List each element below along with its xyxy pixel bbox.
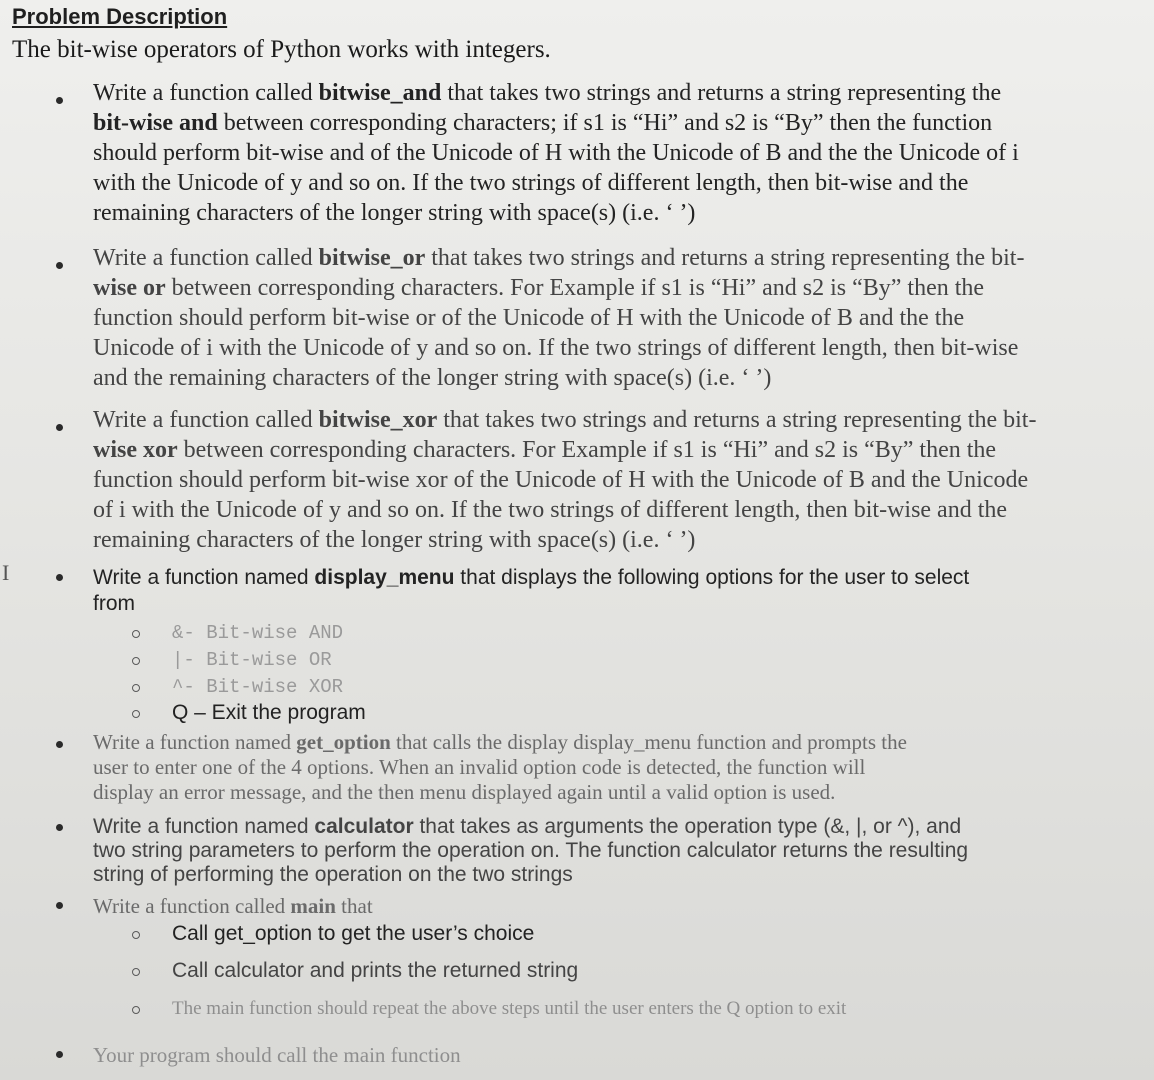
main-step-text: Call get_option to get the user’s choice (172, 922, 535, 945)
text-line: from (93, 592, 135, 615)
bullet-icon (56, 824, 63, 831)
text-line: and the remaining characters of the longer string with space(s) (i.e. ‘ ’) (93, 365, 772, 391)
bullet-icon (56, 97, 63, 104)
menu-option-text: Q – Exit the program (172, 701, 366, 724)
display-menu-description (93, 565, 1133, 617)
text-line: Write a function called main that (93, 894, 373, 918)
calculator-description (93, 815, 1133, 887)
text-line: wise or between corresponding characters. For Example if s1 is “Hi” and s2 is “By” then the (93, 275, 985, 301)
bullet-icon (56, 902, 63, 909)
text-line: Write a function named calculator that takes as arguments the operation type (&, |, or ^), and (93, 815, 962, 838)
text-line: remaining characters of the longer string with space(s) (i.e. ‘ ’) (93, 200, 696, 226)
main-description (93, 893, 1133, 919)
text-line: display an error message, and the then menu displayed again until a valid option is used. (93, 780, 836, 804)
text-cursor-icon: I (2, 560, 10, 585)
circle-bullet-icon (132, 630, 140, 638)
text-line: should perform bit-wise and of the Unicode of H with the Unicode of B and the the Unicode of i (93, 140, 1019, 166)
bullet-icon (56, 424, 63, 431)
text-line: user to enter one of the 4 options. When an invalid option code is detected, the function will (93, 755, 866, 779)
text-line: Write a function called bitwise_or that takes two strings and returns a string representing the bit- (93, 245, 1025, 271)
text-line: with the Unicode of y and so on. If the two strings of different length, then bit-wise and the (93, 170, 969, 196)
text-line: wise xor between corresponding characters. For Example if s1 is “Hi” and s2 is “By” then the (93, 437, 997, 463)
page-title: Problem Description (12, 4, 228, 29)
bullet-icon (56, 741, 63, 748)
main-step-text: The main function should repeat the above steps until the user enters the Q option to exit (172, 998, 847, 1019)
text-line: bit-wise and between corresponding characters; if s1 is “Hi” and s2 is “By” then the function (93, 110, 993, 136)
get-option-description (93, 730, 1133, 805)
circle-bullet-icon (132, 1006, 140, 1014)
text-line: two string parameters to perform the operation on. The function calculator returns the resulting (93, 839, 969, 862)
menu-option-text: |- Bit-wise OR (172, 649, 332, 671)
bitwise-and-description (93, 78, 1133, 228)
intro-text: The bit-wise operators of Python works with integers. (12, 36, 551, 63)
text-line: of i with the Unicode of y and so on. If the two strings of different length, then bit-wise and the (93, 497, 1008, 523)
text-line: remaining characters of the longer string with space(s) (i.e. ‘ ’) (93, 527, 696, 553)
menu-option-text: &- Bit-wise AND (172, 622, 344, 644)
call-main-description (93, 1042, 1133, 1068)
circle-bullet-icon (132, 657, 140, 665)
text-line: string of performing the operation on the two strings (93, 863, 573, 886)
circle-bullet-icon (132, 931, 140, 939)
bitwise-or-description (93, 243, 1133, 393)
text-line: Your program should call the main function (93, 1043, 461, 1067)
circle-bullet-icon (132, 968, 140, 976)
bullet-icon (56, 1051, 63, 1058)
circle-bullet-icon (132, 710, 140, 718)
text-line: function should perform bit-wise xor of the Unicode of H with the Unicode of B and the Unicode (93, 467, 1029, 493)
bitwise-xor-description (93, 405, 1133, 555)
text-line: Write a function called bitwise_and that takes two strings and returns a string representing the (93, 80, 1002, 106)
text-line: function should perform bit-wise or of the Unicode of H with the Unicode of B and the the (93, 305, 965, 331)
text-line: Write a function called bitwise_xor that takes two strings and returns a string representing the bit- (93, 407, 1037, 433)
bullet-icon (56, 574, 63, 581)
bullet-icon (56, 262, 63, 269)
text-line: Unicode of i with the Unicode of y and so on. If the two strings of different length, then bit-wise (93, 335, 1019, 361)
circle-bullet-icon (132, 684, 140, 692)
menu-option-text: ^- Bit-wise XOR (172, 676, 344, 698)
text-line: Write a function named display_menu that displays the following options for the user to select (93, 566, 970, 589)
text-line: Write a function named get_option that calls the display display_menu function and prompts the (93, 730, 907, 754)
main-step-text: Call calculator and prints the returned string (172, 959, 579, 982)
